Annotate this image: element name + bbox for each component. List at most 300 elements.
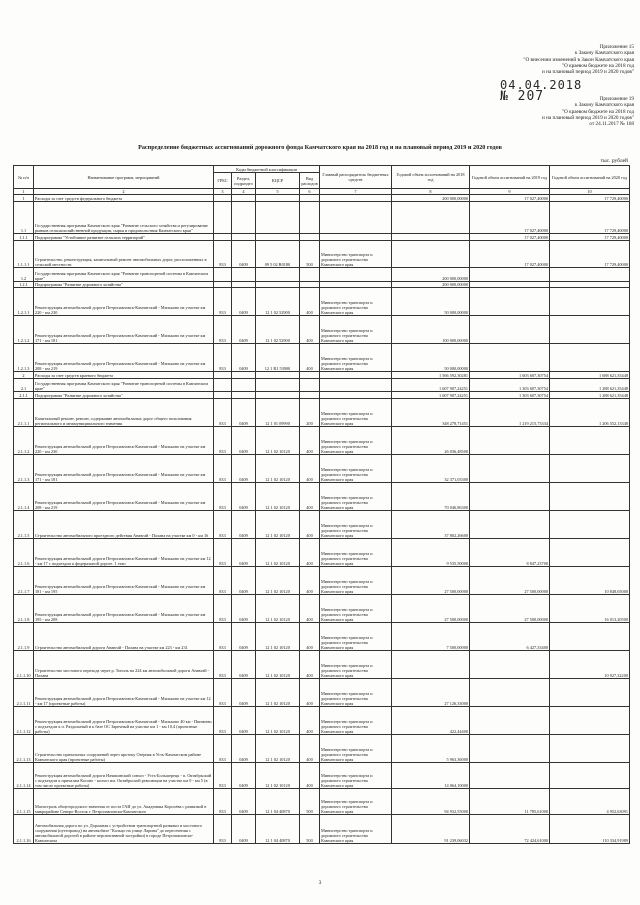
cell-csr (256, 379, 300, 392)
cell-2020 (550, 539, 630, 567)
cell-razdel: 0409 (232, 316, 256, 344)
table-row (14, 427, 630, 455)
table-row (14, 623, 630, 651)
cell-2019 (470, 344, 550, 372)
cell-recipient (320, 392, 392, 399)
cell-name: Реконструкция автомобильной дороги Петропавловск-Камчатский - Мильково на участке км 12 - км 17 с подъездом к федеральной дороге. 1 этап (34, 539, 214, 567)
cell-name: Подпрограмма "Устойчивое развитие сельских территорий" (34, 234, 214, 241)
cell-recipient: Министерство транспорта и дорожного строительства Камчатского края (320, 789, 392, 815)
column-number: 6 (300, 189, 320, 195)
cell-2018: 9 535,50000 (392, 539, 470, 567)
cell-name: Реконструкция автомобильной дороги Петропавловск-Камчатский - Мильково на участке км 12 - км 17 (проектные работы) (34, 679, 214, 707)
appendix-line: к Закону Камчатского края (574, 102, 634, 109)
cell-razdel (232, 379, 256, 392)
cell-num: 2.1.1.2 (14, 427, 34, 455)
cell-2019 (470, 268, 550, 282)
cell-2020 (550, 455, 630, 483)
cell-name: Реконструкция автомобильной дороги Петропавловск-Камчатский - Мильково на участке км 220 - км 230 (34, 427, 214, 455)
cell-vr: 400 (300, 623, 320, 651)
header-codes: Коды бюджетной классификации (214, 166, 320, 173)
cell-2020 (550, 511, 630, 539)
cell-grbs: 833 (214, 316, 232, 344)
cell-razdel: 0409 (232, 344, 256, 372)
cell-vr: 400 (300, 316, 320, 344)
cell-name: Реконструкция автомобильной дороги Начикинский совхоз - Усть-Большерецк - п. Октябрьский с подъездом к причалам Косово - колхоз им. Октябрьской революции на участке км 0 - км 5 (в том числе проектные работы) (34, 763, 214, 789)
cell-name: Государственная программа Камчатского края "Развитие транспортной системы в Камчатском крае" (34, 379, 214, 392)
table-row (14, 789, 630, 815)
cell-name: Государственная программа Камчатского края "Развитие транспортной системы в Камчатском крае" (34, 268, 214, 282)
cell-csr: 12 1 02 10120 (256, 679, 300, 707)
cell-num: 2.1.1.9 (14, 623, 34, 651)
cell-num: 1.2.1 (14, 282, 34, 288)
cell-grbs: 833 (214, 288, 232, 316)
cell-vr: 400 (300, 567, 320, 595)
cell-num: 2.1.1.12 (14, 707, 34, 735)
cell-grbs: 833 (214, 595, 232, 623)
cell-2020 (550, 735, 630, 763)
cell-name: Автомобильная дорога по ул. Дорожная с устройством транспортной развязки и мостового сооружения (путепровод) на автомобиле "Кольцо на улице Ларина" до пересечения с автомобильной дорогой в районе перспективной застройки) в городе Петропавловске-Камчатском (34, 815, 214, 844)
cell-razdel: 0409 (232, 241, 256, 268)
cell-name: Реконструкция автомобильной дороги Петропавловск-Камчатский - Мильково на участке км 171 - км 181 (34, 455, 214, 483)
column-number: 9 (470, 189, 550, 195)
cell-num: 2.1.1.8 (14, 595, 34, 623)
cell-csr: 12 1 02 10120 (256, 427, 300, 455)
cell-recipient (320, 268, 392, 282)
appendix-line: "О краевом бюджете на 2018 год (561, 108, 634, 115)
table-row (14, 344, 630, 372)
cell-vr: 500 (300, 789, 320, 815)
cell-2018: 37 802,26600 (392, 511, 470, 539)
cell-grbs: 833 (214, 651, 232, 679)
cell-num: 1.2.1.2 (14, 316, 34, 344)
cell-2019 (470, 651, 550, 679)
column-number: 1 (14, 189, 34, 195)
table-row (14, 202, 630, 234)
cell-recipient: Министерство транспорта и дорожного строительства Камчатского края (320, 651, 392, 679)
cell-grbs (214, 379, 232, 392)
cell-grbs: 833 (214, 344, 232, 372)
header-csr: КЦСР (256, 173, 300, 189)
units-note: тыс. рублей (600, 158, 628, 164)
cell-razdel: 0409 (232, 288, 256, 316)
cell-2018 (392, 202, 470, 234)
cell-csr: 12 1 01 09990 (256, 399, 300, 427)
column-number: 10 (550, 189, 630, 195)
header-name: Наименование программ, мероприятий (34, 166, 214, 189)
table-row (14, 679, 630, 707)
cell-num: 1.1 (14, 202, 34, 234)
cell-name: Подпрограмма "Развитие дорожного хозяйства" (34, 392, 214, 399)
cell-csr: 12 1 02 10120 (256, 707, 300, 735)
appendix-line: и на плановый период 2019 и 2020 годов" (542, 69, 634, 76)
cell-razdel: 0409 (232, 623, 256, 651)
table-row (14, 483, 630, 511)
cell-csr (256, 202, 300, 234)
cell-name: Расходы за счет средств федерального бюджета (34, 195, 214, 202)
cell-2018: 70 046,86300 (392, 483, 470, 511)
cell-recipient: Министерство транспорта и дорожного строительства Камчатского края (320, 455, 392, 483)
cell-2019: 1 303 607,30754 (470, 392, 550, 399)
cell-2020: 17 729,40000 (550, 195, 630, 202)
column-number: 5 (256, 189, 300, 195)
cell-num: 2.1.1.14 (14, 763, 34, 789)
budget-table (13, 165, 630, 844)
cell-2019: 1 219 215,73334 (470, 399, 550, 427)
cell-2019: 27 500,00000 (470, 595, 550, 623)
cell-2018: 27 500,00000 (392, 595, 470, 623)
table-row (14, 316, 630, 344)
cell-recipient: Министерство транспорта и дорожного строительства Камчатского края (320, 815, 392, 844)
table-row (14, 567, 630, 595)
cell-2019: 11 785,61000 (470, 789, 550, 815)
cell-2019 (470, 427, 550, 455)
cell-grbs (214, 268, 232, 282)
stamp-number: № 207 (500, 89, 545, 104)
column-number: 7 (320, 189, 392, 195)
cell-2018: 27 500,00000 (392, 567, 470, 595)
cell-num: 2.1.1.7 (14, 567, 34, 595)
cell-num: 2.1.1.16 (14, 815, 34, 844)
cell-grbs: 833 (214, 707, 232, 735)
cell-vr: 400 (300, 707, 320, 735)
cell-recipient: Министерство транспорта и дорожного строительства Камчатского края (320, 707, 392, 735)
cell-recipient (320, 195, 392, 202)
cell-vr (300, 372, 320, 379)
cell-recipient: Министерство транспорта и дорожного строительства Камчатского края (320, 567, 392, 595)
cell-razdel (232, 234, 256, 241)
table-row (14, 234, 630, 241)
header-2019: Годовой объем ассигнований на 2019 год (470, 166, 550, 189)
cell-2019 (470, 483, 550, 511)
cell-grbs (214, 392, 232, 399)
cell-grbs (214, 195, 232, 202)
cell-num: 2.1 (14, 379, 34, 392)
appendix-line: и на плановый период 2019 и 2020 годов" (542, 114, 634, 121)
cell-razdel: 0409 (232, 735, 256, 763)
cell-2020 (550, 679, 630, 707)
cell-2020 (550, 623, 630, 651)
header-num: № п/п (14, 166, 34, 189)
header-2020: Годовой объем ассигнований на 2020 год (550, 166, 630, 189)
cell-grbs: 833 (214, 679, 232, 707)
page-number: 3 (318, 880, 322, 886)
cell-razdel: 0409 (232, 679, 256, 707)
cell-csr: 12 1 02 52900 (256, 288, 300, 316)
cell-csr: 12 1 02 10120 (256, 483, 300, 511)
cell-2020: 17 729,40000 (550, 234, 630, 241)
cell-vr: 500 (300, 241, 320, 268)
cell-2018 (392, 241, 470, 268)
cell-2018: 32 371,03300 (392, 455, 470, 483)
cell-vr: 400 (300, 288, 320, 316)
table-row (14, 455, 630, 483)
header-2018: Годовой объем ассигнований на 2018 год (392, 166, 470, 189)
cell-2019 (470, 455, 550, 483)
cell-grbs: 833 (214, 399, 232, 427)
appendix-line: Приложение 15 (599, 44, 634, 50)
cell-recipient: Министерство транспорта и дорожного строительства Камчатского края (320, 316, 392, 344)
cell-recipient: Министерство транспорта и дорожного строительства Камчатского края (320, 539, 392, 567)
cell-razdel: 0409 (232, 567, 256, 595)
cell-2020: 1 288 621,35448 (550, 379, 630, 392)
cell-name: Государственная программа Камчатского края "Развитие сельского хозяйства и регулирование рынков сельскохозяйственной продукции, сырья и продовольствия Камчатского края" (34, 202, 214, 234)
cell-2018: 1 607 907,24251 (392, 379, 470, 392)
cell-2019: 17 027,40000 (470, 195, 550, 202)
cell-vr: 400 (300, 679, 320, 707)
cell-csr: 12 1 02 10120 (256, 595, 300, 623)
cell-csr (256, 234, 300, 241)
cell-csr (256, 195, 300, 202)
cell-num: 2.1.1.13 (14, 735, 34, 763)
cell-2019: 17 027,40000 (470, 241, 550, 268)
cell-recipient: Министерство транспорта и дорожного строительства Камчатского края (320, 511, 392, 539)
cell-csr: 12 1 02 10120 (256, 735, 300, 763)
cell-num: 1.1.1 (14, 234, 34, 241)
cell-name: Расходы за счет средств краевого бюджета (34, 372, 214, 379)
cell-csr: 12 1 02 10120 (256, 623, 300, 651)
cell-2020: 4 952,63091 (550, 789, 630, 815)
cell-2018: 200 000,00000 (392, 195, 470, 202)
cell-name: Реконструкция автомобильной дороги Петропавловск-Камчатский - Мильково на участке км 181 - км 195 (34, 567, 214, 595)
cell-name: Строительство, реконструкция, капитальный ремонт автомобильных дорог, расположенных в сельской местности (34, 241, 214, 268)
cell-grbs: 833 (214, 623, 232, 651)
cell-2018: 91 239,06032 (392, 815, 470, 844)
cell-vr: 400 (300, 427, 320, 455)
cell-name: Строительство мостового перехода через р. Тигиль на 224 км автомобильной дороги Анавгай - Палана (34, 651, 214, 679)
cell-recipient: Министерство транспорта и дорожного строительства Камчатского края (320, 427, 392, 455)
cell-name: Капитальный ремонт, ремонт, содержание автомобильных дорог общего пользования регионального и межмуниципального значения (34, 399, 214, 427)
cell-csr: 09 5 02 R0180 (256, 241, 300, 268)
column-number: 4 (232, 189, 256, 195)
cell-num: 1.2.1.1 (14, 288, 34, 316)
cell-recipient: Министерство транспорта и дорожного строительства Камчатского края (320, 399, 392, 427)
cell-2020: 1 206 552,13348 (550, 399, 630, 427)
cell-2019: 17 027,40000 (470, 202, 550, 234)
table-row (14, 372, 630, 379)
cell-grbs (214, 202, 232, 234)
cell-2019 (470, 511, 550, 539)
appendix-line: "О краевом бюджете на 2018 год (561, 62, 634, 69)
cell-vr: 400 (300, 539, 320, 567)
cell-vr (300, 268, 320, 282)
cell-name: Строительство автомобильной дороги Анавгай - Палана на участке км 223 - км 231 (34, 623, 214, 651)
cell-recipient: Министерство транспорта и дорожного строительства Камчатского края (320, 483, 392, 511)
cell-2018: 50 000,00000 (392, 288, 470, 316)
cell-2020: 17 729,40000 (550, 202, 630, 234)
cell-vr (300, 392, 320, 399)
cell-grbs: 833 (214, 789, 232, 815)
cell-csr: 12 1 02 10120 (256, 455, 300, 483)
table-row (14, 268, 630, 282)
cell-name: Реконструкция автомобильной дороги Петропавловск-Камчатский - Мильково 40 км - Пиначево с подъездом к п. Раздольный и к базе ОС Заречный на участке км 1 - км 10,4 (проектные работы) (34, 707, 214, 735)
cell-2020: 10 927,32200 (550, 651, 630, 679)
cell-2020 (550, 344, 630, 372)
stamp-date: 04.04.2018 (500, 78, 583, 92)
table-row (14, 288, 630, 316)
cell-razdel: 0409 (232, 511, 256, 539)
cell-vr: 400 (300, 344, 320, 372)
cell-name: Строительство автомобильного проездного действия Анавгай - Палана на участке км 0 - км 16 (34, 511, 214, 539)
cell-2018: 14 064,10000 (392, 763, 470, 789)
cell-csr (256, 392, 300, 399)
cell-name: Подпрограмма "Развитие дорожного хозяйства" (34, 282, 214, 288)
cell-vr: 400 (300, 511, 320, 539)
cell-csr: 12 1 04 40870 (256, 789, 300, 815)
cell-2018: 348 278,71451 (392, 399, 470, 427)
cell-vr: 500 (300, 815, 320, 844)
cell-2019: 6 427,33400 (470, 623, 550, 651)
cell-razdel (232, 202, 256, 234)
header-grbs: ГРБС (214, 173, 232, 189)
cell-razdel: 0409 (232, 595, 256, 623)
table-row (14, 399, 630, 427)
column-number: 8 (392, 189, 470, 195)
cell-grbs: 833 (214, 539, 232, 567)
table-row (14, 595, 630, 623)
cell-name: Реконструкция автомобильной дороги Петропавловск-Камчатский - Мильково на участке км 208 - км 219 (34, 483, 214, 511)
cell-grbs: 833 (214, 735, 232, 763)
cell-razdel: 0409 (232, 651, 256, 679)
cell-2019: 1 603 607,30754 (470, 372, 550, 379)
cell-2020: 110 334,91989 (550, 815, 630, 844)
cell-num: 2.1.1.6 (14, 539, 34, 567)
cell-name: Реконструкция автомобильной дороги Петропавловск-Камчатский - Мильково на участке км 220 - км 230 (34, 288, 214, 316)
cell-num: 2.1.1.5 (14, 511, 34, 539)
cell-num: 1.2.1.3 (14, 344, 34, 372)
cell-grbs: 833 (214, 241, 232, 268)
table-row (14, 539, 630, 567)
cell-vr: 400 (300, 763, 320, 789)
cell-csr: 12 1 04 40870 (256, 815, 300, 844)
cell-grbs: 833 (214, 455, 232, 483)
cell-num: 2.1.1.3 (14, 455, 34, 483)
appendix-header-top (523, 44, 634, 75)
table-row (14, 195, 630, 202)
cell-recipient: Министерство транспорта и дорожного строительства Камчатского края (320, 763, 392, 789)
cell-grbs (214, 234, 232, 241)
cell-grbs: 833 (214, 511, 232, 539)
cell-2018 (392, 234, 470, 241)
appendix-line: Приложение 19 (599, 96, 634, 102)
cell-razdel: 0409 (232, 789, 256, 815)
cell-2019 (470, 316, 550, 344)
cell-razdel (232, 392, 256, 399)
table-row (14, 241, 630, 268)
cell-razdel (232, 372, 256, 379)
cell-num: 2 (14, 372, 34, 379)
cell-csr (256, 268, 300, 282)
cell-num: 1 (14, 195, 34, 202)
cell-vr: 200 (300, 399, 320, 427)
cell-2019 (470, 707, 550, 735)
cell-recipient: Министерство транспорта и дорожного строительства Камчатского края (320, 679, 392, 707)
appendix-line: "О внесении изменений в Закон Камчатского края (523, 56, 634, 63)
cell-csr: 12 1 02 10120 (256, 539, 300, 567)
cell-2020: 1 288 621,35448 (550, 392, 630, 399)
cell-vr: 400 (300, 735, 320, 763)
cell-name: Магистраль общегородского значения от поста ГАИ до ул. Академика Королёва с развязкой в микрорайоне Северо-Восток г. Петропавловска-Камчатского (34, 789, 214, 815)
cell-2018: 422,44400 (392, 707, 470, 735)
table-row (14, 511, 630, 539)
cell-recipient: Министерство транспорта и дорожного строительства Камчатского края (320, 735, 392, 763)
cell-csr: 12 1 02 10120 (256, 511, 300, 539)
cell-2019: 1 303 607,30754 (470, 379, 550, 392)
cell-grbs (214, 372, 232, 379)
cell-grbs: 833 (214, 567, 232, 595)
cell-name: Строительство причальных сооружений через протоку Озерная в Усть-Камчатском районе Камчатского края (проектные работы) (34, 735, 214, 763)
column-number: 3 (214, 189, 232, 195)
cell-2020 (550, 707, 630, 735)
appendix-header-bottom (542, 96, 634, 127)
cell-grbs: 833 (214, 427, 232, 455)
cell-grbs: 833 (214, 763, 232, 789)
cell-vr (300, 234, 320, 241)
cell-2020: 1 688 621,35448 (550, 372, 630, 379)
cell-grbs: 833 (214, 483, 232, 511)
cell-csr: 12 1 02 10120 (256, 763, 300, 789)
cell-name: Реконструкция автомобильной дороги Петропавловск-Камчатский - Мильково на участке км 208 - км 219 (34, 344, 214, 372)
cell-vr: 400 (300, 455, 320, 483)
cell-num: 2.1.1.1 (14, 399, 34, 427)
cell-razdel: 0409 (232, 539, 256, 567)
cell-csr: 12 1 02 10120 (256, 651, 300, 679)
cell-2019 (470, 735, 550, 763)
appendix-line: от 24.11.2017 № 168 (589, 121, 634, 128)
appendix-line: к Закону Камчатского края (574, 50, 634, 57)
cell-2018: 1 607 907,24251 (392, 392, 470, 399)
cell-razdel (232, 195, 256, 202)
cell-2018: 200 000,00000 (392, 268, 470, 282)
cell-2020: 17 729,40000 (550, 241, 630, 268)
cell-num: 2.1.1.10 (14, 651, 34, 679)
cell-2018 (392, 651, 470, 679)
cell-recipient: Министерство транспорта и дорожного строительства Камчатского края (320, 288, 392, 316)
document-title: Распределение бюджетных ассигнований дорожного фонда Камчатского края на 2018 год и на плановый период 2019 и 2020 годов (138, 144, 502, 151)
cell-razdel: 0409 (232, 763, 256, 789)
table-row (14, 815, 630, 844)
cell-2020 (550, 316, 630, 344)
cell-2019 (470, 763, 550, 789)
cell-num: 1.2 (14, 268, 34, 282)
header-vr: Вид расходов (300, 173, 320, 189)
table-row (14, 379, 630, 392)
cell-2018: 7 500,00000 (392, 623, 470, 651)
cell-2019: 72 424,61000 (470, 815, 550, 844)
cell-recipient (320, 379, 392, 392)
cell-2018: 27 126,33000 (392, 679, 470, 707)
table-row (14, 707, 630, 735)
cell-2020 (550, 427, 630, 455)
cell-2018: 1 566 592,30281 (392, 372, 470, 379)
cell-razdel: 0409 (232, 815, 256, 844)
cell-recipient: Министерство транспорта и дорожного строительства Камчатского края (320, 241, 392, 268)
cell-2020 (550, 268, 630, 282)
cell-recipient (320, 202, 392, 234)
cell-name: Реконструкция автомобильной дороги Петропавловск-Камчатский - Мильково на участке км 171 - км 181 (34, 316, 214, 344)
cell-2019: 17 027,40000 (470, 234, 550, 241)
cell-2020: 16 013,20500 (550, 595, 630, 623)
cell-2018: 100 000,00000 (392, 316, 470, 344)
cell-razdel: 0409 (232, 399, 256, 427)
cell-razdel (232, 268, 256, 282)
cell-csr (256, 372, 300, 379)
cell-2018: 5 963,36000 (392, 735, 470, 763)
cell-2020 (550, 763, 630, 789)
cell-num: 2.1.1 (14, 392, 34, 399)
cell-2019 (470, 679, 550, 707)
cell-2020 (550, 288, 630, 316)
cell-recipient (320, 234, 392, 241)
